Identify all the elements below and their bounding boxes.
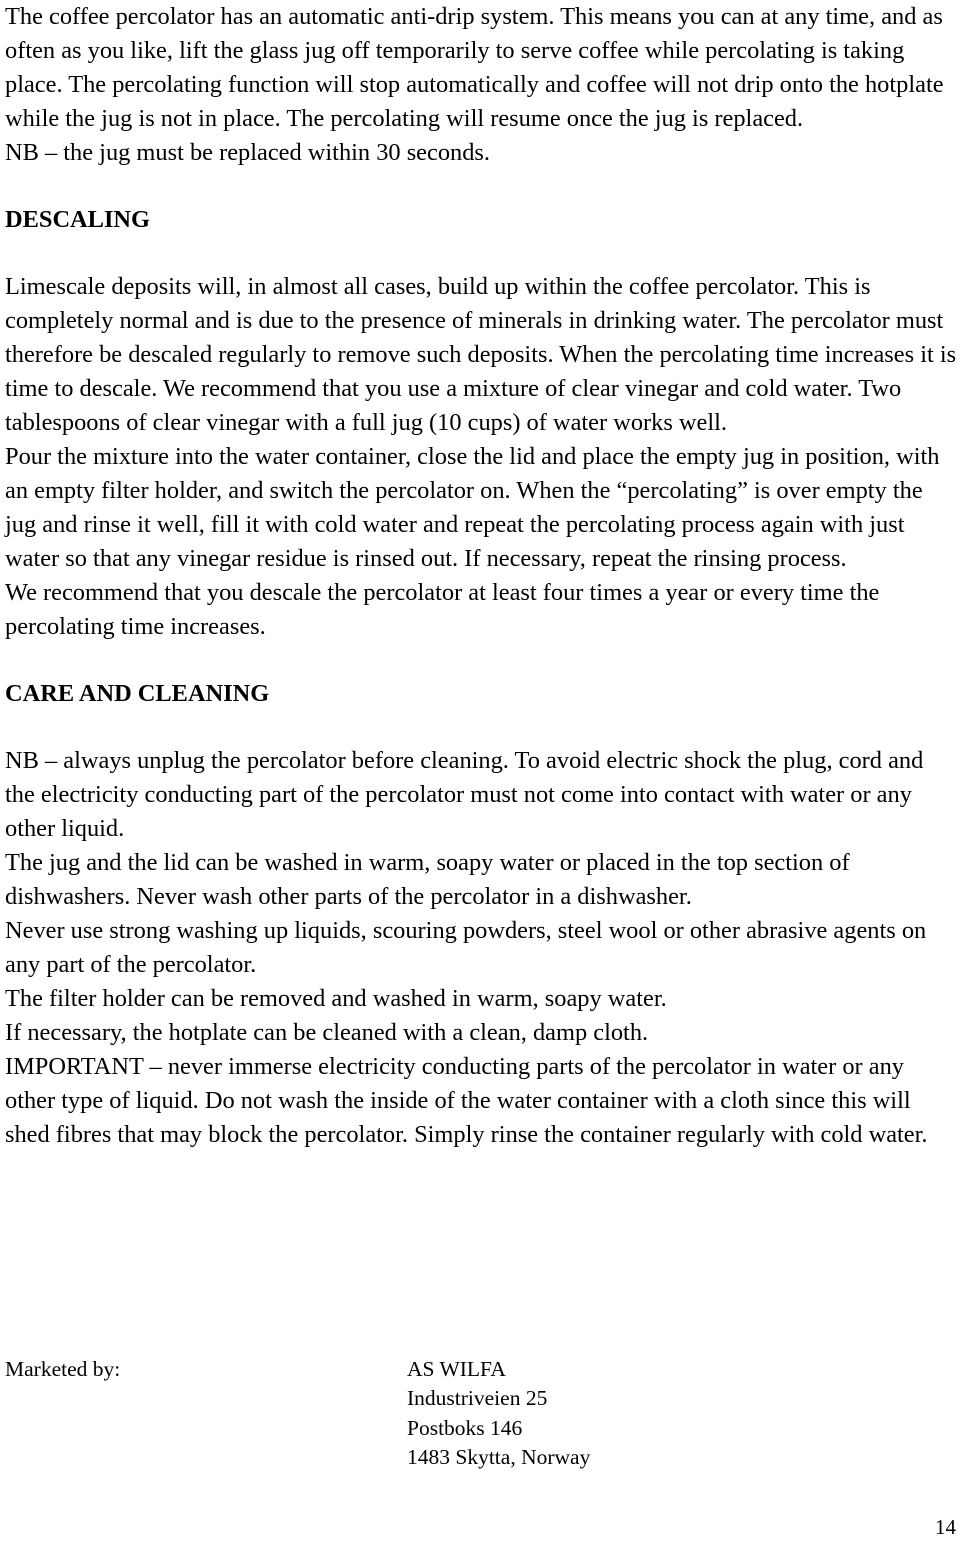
company-name: AS WILFA	[407, 1357, 506, 1381]
descaling-heading: DESCALING	[5, 206, 151, 233]
marketed-by-label: Marketed by:	[5, 1357, 121, 1381]
page-number: 14	[935, 1515, 956, 1539]
anti-drip-paragraph: The coffee percolator has an automatic anti-drip system. This means you can at any time, and as often as you like, lift the glass jug off temporarily to serve coffee while percolating is taking place. The percolating function will stop automatically and coffee will not drip onto the hotplate while the jug is not in place. The percolating will resume once the jug is replaced. NB – the jug must be replaced within 30 seconds.	[5, 3, 944, 166]
company-address	[407, 1355, 590, 1472]
document-page	[5, 0, 957, 1152]
postbox: Postboks 146	[407, 1415, 523, 1440]
postal-city: 1483 Skytta, Norway	[407, 1444, 591, 1469]
street-address: Industriveien 25	[407, 1386, 548, 1411]
descaling-body: Limescale deposits will, in almost all cases, build up within the coffee percolator. This is completely normal and is due to the presence of minerals in drinking water. The percolator must therefore be descaled regularly to remove such deposits. When the percolating time increases it is time to descale. We recommend that you use a mixture of clear vinegar and cold water. Two tablespoons of clear vinegar with a full jug (10 cups) of water works well. Pour the mixture into the water container, close the lid and place the empty jug in position, with an empty filter holder, and switch the percolator on. When the “percolating” is over empty the jug and rinse it well, fill it with cold water and repeat the percolating process again with just water so that any vinegar residue is rinsed out. If necessary, repeat the rinsing process. We recommend that you descale the percolator at least four times a year or every time the percolating time increases.	[5, 273, 957, 640]
care-and-cleaning-heading: CARE AND CLEANING	[5, 680, 270, 707]
care-and-cleaning-body: NB – always unplug the percolator before cleaning. To avoid electric shock the plug, cord and the electricity conducting part of the percolator must not come into contact with water or any other liquid. The jug and the lid can be washed in warm, soapy water or placed in the top section of dishwashers. Never wash other parts of the percolator in a dishwasher. Never use strong washing up liquids, scouring powders, steel wool or other abrasive agents on any part of the percolator. The filter holder can be removed and washed in warm, soapy water. If necessary, the hotplate can be cleaned with a clean, damp cloth. IMPORTANT – never immerse electricity conducting parts of the percolator in water or any other type of liquid. Do not wash the inside of the water container with a cloth since this will shed fibres that may block the percolator. Simply rinse the container regularly with cold water.	[5, 747, 928, 1148]
